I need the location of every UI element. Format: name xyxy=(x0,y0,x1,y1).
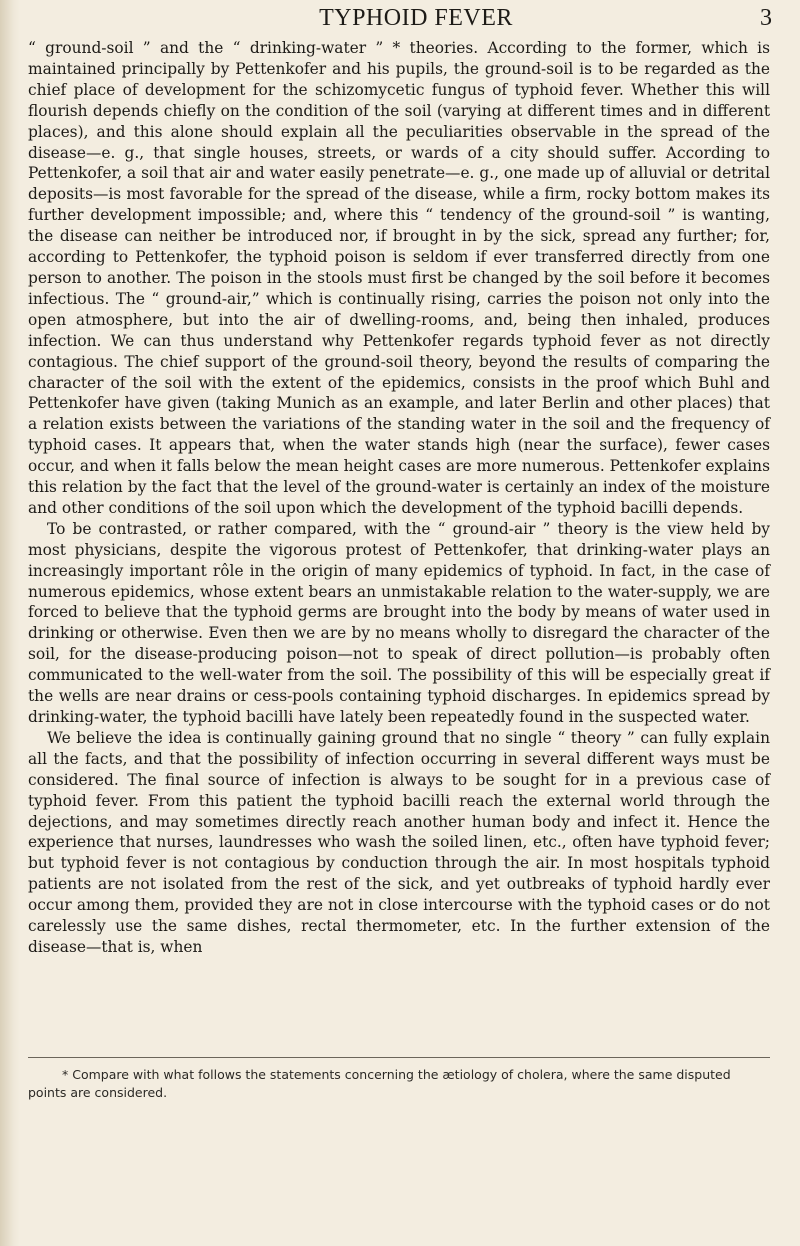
running-title: TYPHOID FEVER xyxy=(319,5,513,31)
running-header xyxy=(60,5,772,39)
body-text xyxy=(28,38,770,958)
paragraph-3: We believe the idea is continually gaining ground that no single “ theory ” can fully explain all the facts, and that the possibility of infection occurring in several different ways must be considered. The final source of infection is always to be sought for in a previous case of typhoid fever. From this patient the typhoid bacilli reach the external world through the dejections, and may sometimes directly reach another human body and infect it. Hence the experience that nurses, laundresses who wash the soiled linen, etc., often have typhoid fever; but typhoid fever is not contagious by conduction through the air. In most hospitals typhoid patients are not isolated from the rest of the sick, and yet outbreaks of typhoid hardly ever occur among them, provided they are not in close intercourse with the typhoid cases or do not carelessly use the same dishes, rectal thermometer, etc. In the further extension of the disease—that is, when xyxy=(28,728,770,956)
footnote-text: Compare with what follows the statements concerning the ætiology of cholera, where the same disputed points are considered. xyxy=(28,1067,731,1100)
paragraph-2: To be contrasted, or rather compared, with the “ ground-air ” theory is the view held by most physicians, despite the vigorous protest of Pettenkofer, that drinking-water plays an increasingly important rôle in the origin of many epidemics of typhoid. In fact, in the case of numerous epidemics, whose extent bears an unmistakable relation to the water-supply, we are forced to believe that the typhoid germs are brought into the body by means of water used in drinking or otherwise. Even then we are by no means wholly to disregard the character of the soil, for the disease-producing poison—not to speak of direct pollution—is probably often communicated to the well-water from the soil. The possibility of this will be especially great if the wells are near drains or cess-pools containing typhoid discharges. In epidemics spread by drinking-water, the typhoid bacilli have lately been repeatedly found in the suspected water. xyxy=(28,519,770,726)
page-number: 3 xyxy=(760,5,772,31)
page-gutter-shadow xyxy=(0,0,20,1246)
footnote xyxy=(28,1066,770,1102)
footnote-rule xyxy=(28,1057,770,1058)
paragraph-1: “ ground-soil ” and the “ drinking-water ” * theories. According to the former, which is maintained principally by Pettenkofer and his pupils, the ground-soil is to be regarded as the chief place of development for the schizomycetic fungus of typhoid fever. Whether this will flourish depends chiefly on the condition of the soil (varying at different times and in different places), and this alone should explain all the peculiarities observable in the spread of the disease—e. g., that single houses, streets, or wards of a city should suffer. According to Pettenkofer, a soil that air and water easily penetrate—e. g., one made up of alluvial or detrital deposits—is most favorable for the spread of the disease, while a firm, rocky bottom makes its further development impossible; and, where this “ tendency of the ground-soil ” is wanting, the disease can neither be introduced nor, if brought in by the sick, spread any further; for, according to Pettenkofer, the typhoid poison is seldom if ever transferred directly from one person to another. The poison in the stools must first be changed by the soil before it becomes infectious. The “ ground-air,” which is continually rising, carries the poison not only into the open atmosphere, but into the air of dwelling-rooms, and, being then inhaled, produces infection. We can thus understand why Pettenkofer regards typhoid fever as not directly contagious. The chief support of the ground-soil theory, beyond the results of comparing the character of the soil with the extent of the epidemics, consists in the proof which Buhl and Pettenkofer have given (taking Munich as an example, and later Berlin and other places) that a relation exists between the variations of the standing water in the soil and the frequency of typhoid cases. It appears that, when the water stands high (near the surface), fewer cases occur, and when it falls below the mean height cases are more numerous. Pettenkofer explains this relation by the fact that the level of the ground-water is certainly an index of the moisture and other conditions of the soil upon which the development of the typhoid bacilli depends. xyxy=(28,39,770,517)
footnote-mark: * xyxy=(62,1067,69,1082)
